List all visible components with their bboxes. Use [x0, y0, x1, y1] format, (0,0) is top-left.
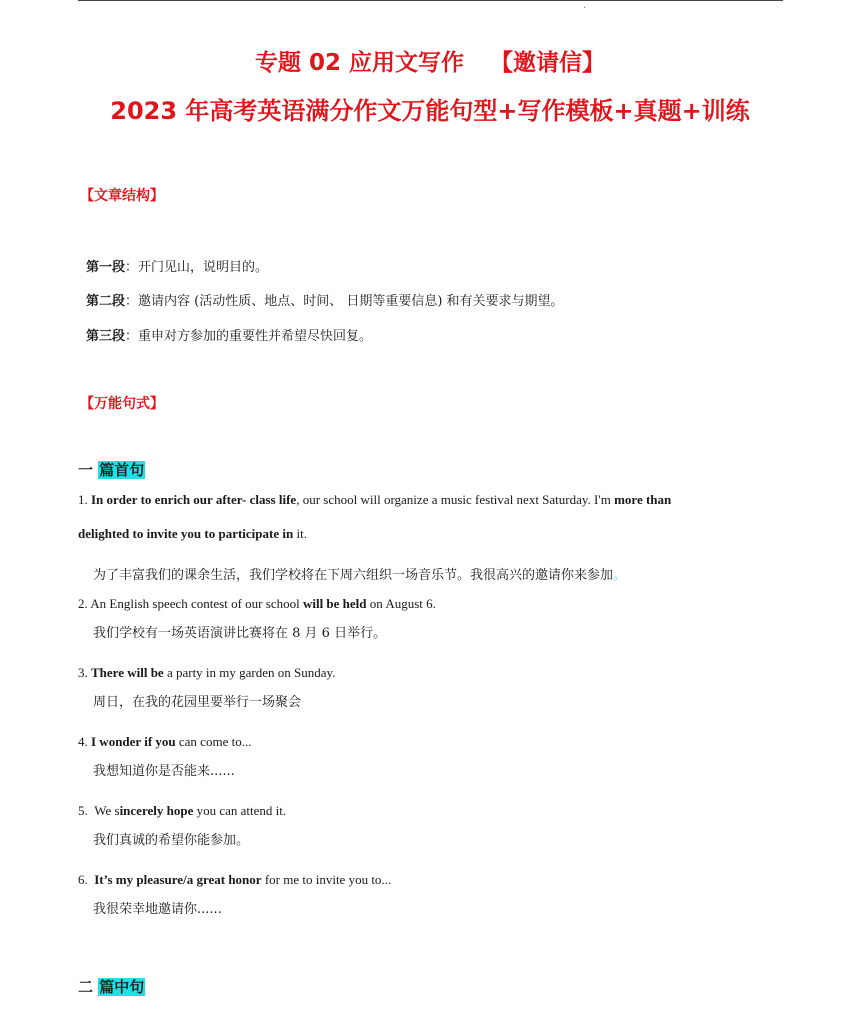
- header-dot: ·: [583, 3, 587, 14]
- paragraph-text: ：开门见山，说明目的。: [125, 260, 269, 275]
- structure-paragraph-1: [86, 256, 268, 275]
- sentence-4-zh: 我想知道你是否能来......: [93, 764, 235, 779]
- sentence-2-zh: 我们学校有一场英语演讲比赛将在 8 月 6 日举行。: [93, 626, 387, 641]
- sentence-4-en: 4. I wonder if you can come to...: [78, 734, 252, 749]
- sentence-1-en-line-2: delighted to invite you to participate in it.: [78, 526, 307, 541]
- sentence-6-zh: 我很荣幸地邀请你......: [93, 902, 222, 917]
- header-rule: [78, 0, 783, 1]
- part-number: 二: [78, 978, 94, 996]
- sentence-5-en: 5. We sincerely hope you can attend it.: [78, 803, 287, 818]
- sentence-1-zh: 为了丰富我们的课余生活，我们学校将在下周六组织一场音乐节。我很高兴的邀请你来参加。: [93, 568, 627, 583]
- sentence-6-en: 6. It’s my pleasure/a great honor for me to invite you to...: [78, 872, 392, 887]
- part-heading-middle: [78, 976, 145, 997]
- structure-paragraph-3: [86, 325, 372, 344]
- part-heading-opening: [78, 459, 145, 480]
- title-genre: 【邀请信】: [490, 50, 606, 76]
- sentence-3-en: 3. There will be a party in my garden on Sunday.: [78, 665, 336, 680]
- paragraph-label: 第二段: [86, 294, 126, 309]
- sentence-1-en-line-1: 1. In order to enrich our after- class life, our school will organize a music festival next Saturday. I'm more than: [78, 492, 672, 507]
- part-label-highlight: 篇中句: [99, 978, 145, 996]
- sentence-3-zh: 周日，在我的花园里要举行一场聚会: [93, 695, 302, 710]
- part-label-highlight: 篇首句: [99, 461, 145, 479]
- paragraph-text: ：邀请内容 (活动性质、地点、时间、 日期等重要信息) 和有关要求与期望。: [125, 294, 564, 309]
- paragraph-text: ：重申对方参加的重要性并希望尽快回复。: [125, 329, 373, 344]
- paragraph-label: 第三段: [86, 329, 126, 344]
- sentence-5-zh: 我们真诚的希望你能参加。: [93, 833, 250, 848]
- structure-paragraph-2: [86, 290, 564, 309]
- title-topic: 专题 02 应用文写作: [254, 50, 465, 76]
- section-heading-patterns: 【万能句式】: [80, 396, 164, 412]
- section-heading-structure: 【文章结构】: [80, 188, 164, 204]
- part-number: 一: [78, 461, 94, 479]
- title-line-2: 2023 年高考英语满分作文万能句型+写作模板+真题+训练: [110, 97, 750, 125]
- paragraph-label: 第一段: [86, 260, 126, 275]
- title-line-1: [0, 44, 860, 77]
- sentence-2-en: 2. An English speech contest of our school will be held on August 6.: [78, 596, 436, 611]
